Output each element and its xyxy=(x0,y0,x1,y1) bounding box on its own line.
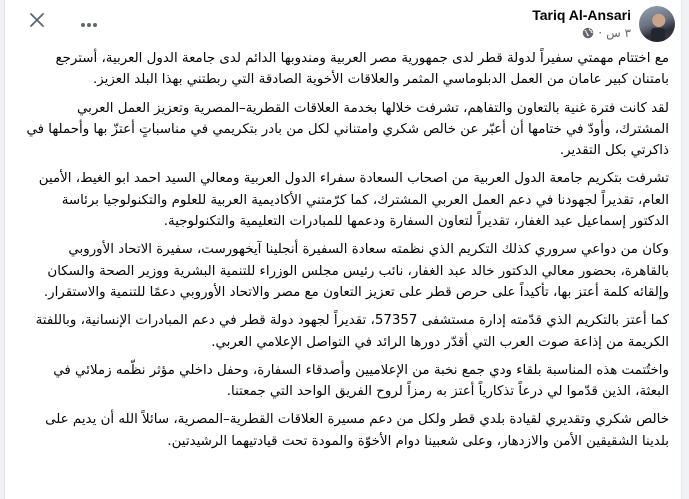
author-name[interactable]: Tariq Al-Ansari xyxy=(532,7,631,23)
post-header xyxy=(5,0,681,44)
post-paragraph: لقد كانت فترة غنية بالتعاون والتفاهم، تشرفت خلالها بخدمة العلاقات القطرية–المصرية وتعزيز العمل العربي المشترك، وأودّ في ختامها أن أعبّر عن خالص شكري وامتناني لكل من بادر بتكريمي في مناسباتٍ أعتزّ بها وأحملها في ذاكرتي بكل التقدير. xyxy=(26,100,669,159)
post-paragraph: واختُتمت هذه المناسبة بلقاء ودي جمع نخبة من الإعلاميين وأصدقاء السفارة، وحفل داخلي مؤثر نظّمه زملائي في البعثة، الذين قدّموا لي درعاً تذكارياً أعتز به رمزاً لروح الفريق الواحد التي جمعتنا. xyxy=(53,362,669,400)
globe-icon xyxy=(582,27,594,39)
post-body xyxy=(25,48,669,459)
close-button[interactable] xyxy=(25,10,49,34)
post-paragraph: وكان من دواعي سروري كذلك التكريم الذي نظمته سعادة السفيرة أنجلينا آيخهورست، سفيرة الاتحاد الأوروبي بالقاهرة، بحضور معالي الدكتور خالد عبد الغفار، نائب رئيس مجلس الوزراء للتنمية البشرية ووزير الصحة والسكان وإلقائه كلمة أعتز بها، تأكيداً على حرص قطر على تعزيز التعاون مع مصر والاتحاد الأوروبي دعمًا للتنمية والاستقرار. xyxy=(43,242,669,300)
post-actions xyxy=(25,10,101,34)
post-card xyxy=(4,0,682,499)
post-meta xyxy=(582,26,631,40)
post-paragraph: مع اختتام مهمتي سفيراً لدولة قطر لدى جمهورية مصر العربية ومندوبها الدائم لدى جامعة الدول العربية، أسترجع بامتنان كبير عامان من العمل الدبلوماسي المثمر والعلاقات الأخوية الصادقة التي ربطتني بهذا البلد العزيز. xyxy=(55,51,669,88)
author-avatar[interactable] xyxy=(639,6,675,42)
post-paragraph: خالص شكري وتقديري لقيادة بلدي قطر ولكل من دعم مسيرة العلاقات القطرية–المصرية، سائلاً الله أن يديم على بلدينا الشقيقين الأمن والازدهار، وعلى شعبينا دوام الأخوّة والمودة تحت قيادتيهما الرشيدتين. xyxy=(45,412,669,449)
post-paragraph: تشرفت بتكريم جامعة الدول العربية من اصحاب السعادة سفراء الدول العربية ومعالي السيد احمد ابو الغيط، الأمين العام، تقديراً لجهودنا في دعم العمل العربي المشترك، كما كرّمتني الأكاديمية العربية للعلوم والتكنولوجيا برئاسة الدكتور إسماعيل عبد الغفار، تقديراً لتعاون السفارة ودعمها للمبادرات التعليمية والتكنولوجية. xyxy=(38,171,669,230)
post-paragraph: كما أعتز بالتكريم الذي قدّمته إدارة مستشفى 57357، تقديراً لجهود دولة قطر في دعم المبادرات الإنسانية، وباللفتة الكريمة من إذاعة صوت العرب التي أقدّر دورها الرائد في التواصل الإعلامي العربي. xyxy=(35,313,669,350)
more-dots-icon xyxy=(80,13,98,32)
more-options-button[interactable] xyxy=(77,10,101,34)
close-icon xyxy=(29,12,45,32)
meta-separator: · xyxy=(598,26,603,40)
post-time[interactable]: ٣ س xyxy=(606,26,631,40)
